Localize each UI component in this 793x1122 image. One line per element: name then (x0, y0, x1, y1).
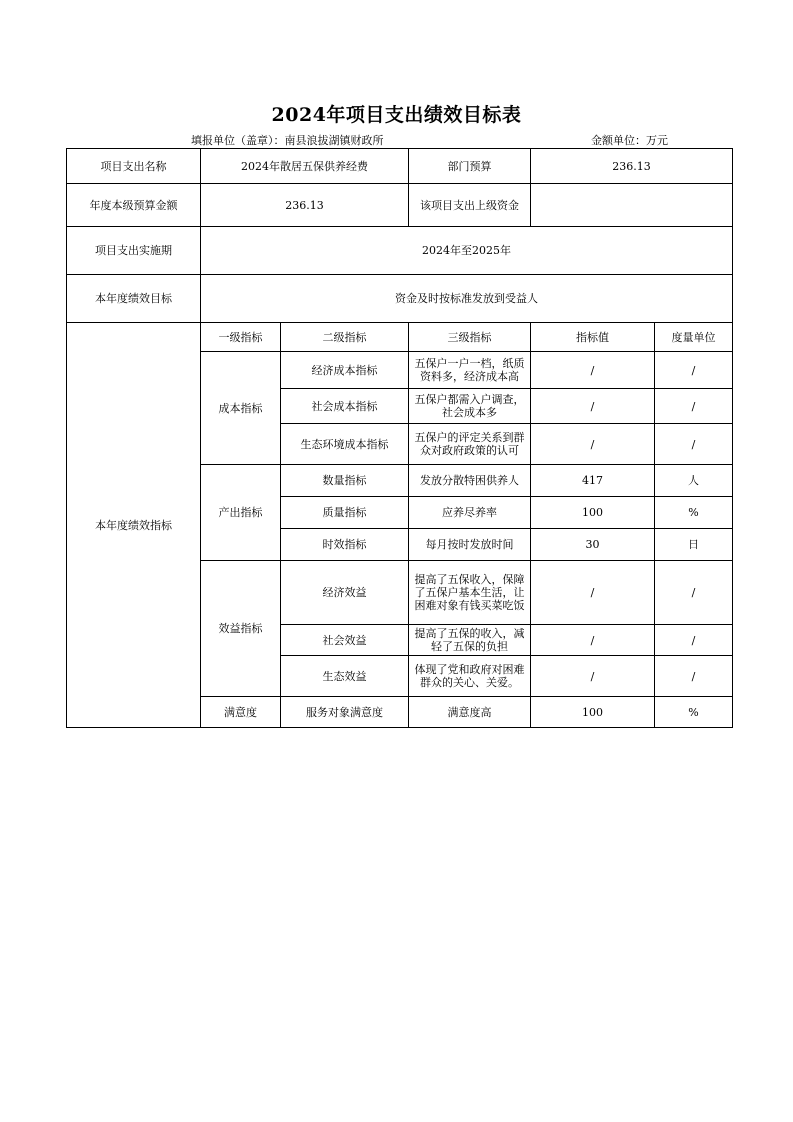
level2-indicator: 生态效益 (281, 656, 409, 697)
level2-indicator: 生态环境成本指标 (281, 424, 409, 465)
indicator-unit: 日 (655, 529, 733, 561)
indicators-section-label: 本年度绩效指标 (67, 323, 201, 728)
indicator-unit: / (655, 656, 733, 697)
indicator-value: 30 (531, 529, 655, 561)
indicator-unit: % (655, 697, 733, 728)
level1-indicator: 产出指标 (201, 465, 281, 561)
level3-indicator: 应养尽养率 (409, 497, 531, 529)
column-header: 度量单位 (655, 323, 733, 352)
level2-indicator: 社会效益 (281, 625, 409, 656)
indicator-unit: / (655, 625, 733, 656)
goal-label: 本年度绩效目标 (67, 275, 201, 323)
level3-indicator: 五保户都需入户调查，社会成本多 (409, 389, 531, 424)
indicator-value: 100 (531, 697, 655, 728)
indicator-value: / (531, 352, 655, 389)
indicator-unit: / (655, 389, 733, 424)
column-header: 二级指标 (281, 323, 409, 352)
column-header: 一级指标 (201, 323, 281, 352)
table-row (67, 227, 733, 275)
level2-indicator: 社会成本指标 (281, 389, 409, 424)
indicator-unit: / (655, 424, 733, 465)
level1-indicator: 满意度 (201, 697, 281, 728)
indicator-value: 100 (531, 497, 655, 529)
indicator-unit: % (655, 497, 733, 529)
indicator-value: / (531, 561, 655, 625)
superior-funds-value (531, 184, 733, 227)
level1-indicator: 成本指标 (201, 352, 281, 465)
annual-budget-label: 年度本级预算金额 (67, 184, 201, 227)
level1-indicator: 效益指标 (201, 561, 281, 697)
table-row (67, 275, 733, 323)
level3-indicator: 五保户一户一档，纸质资料多，经济成本高 (409, 352, 531, 389)
level2-indicator: 服务对象满意度 (281, 697, 409, 728)
dept-budget-value: 236.13 (531, 149, 733, 184)
level2-indicator: 时效指标 (281, 529, 409, 561)
project-name-value: 2024年散居五保供养经费 (201, 149, 409, 184)
project-name-label: 项目支出名称 (67, 149, 201, 184)
money-unit: 金额单位：万元 (591, 134, 668, 147)
indicator-unit: 人 (655, 465, 733, 497)
indicator-value: / (531, 424, 655, 465)
level2-indicator: 质量指标 (281, 497, 409, 529)
level3-indicator: 每月按时发放时间 (409, 529, 531, 561)
indicator-value: / (531, 656, 655, 697)
table-row (67, 149, 733, 184)
table-row (67, 184, 733, 227)
dept-budget-label: 部门预算 (409, 149, 531, 184)
indicator-value: 417 (531, 465, 655, 497)
indicator-value: / (531, 625, 655, 656)
level2-indicator: 经济效益 (281, 561, 409, 625)
fill-unit: 填报单位（盖章）：南县浪拔湖镇财政所 (191, 134, 384, 147)
column-header: 指标值 (531, 323, 655, 352)
superior-funds-label: 该项目支出上级资金 (409, 184, 531, 227)
level3-indicator: 提高了五保的收入，减轻了五保的负担 (409, 625, 531, 656)
column-header: 三级指标 (409, 323, 531, 352)
goal-value: 资金及时按标准发放到受益人 (201, 275, 733, 323)
indicator-unit: / (655, 352, 733, 389)
level3-indicator: 满意度高 (409, 697, 531, 728)
indicator-unit: / (655, 561, 733, 625)
page-title: 2024年项目支出绩效目标表 (271, 104, 522, 126)
period-label: 项目支出实施期 (67, 227, 201, 275)
level3-indicator: 发放分散特困供养人 (409, 465, 531, 497)
level2-indicator: 经济成本指标 (281, 352, 409, 389)
performance-goal-table (66, 148, 733, 728)
annual-budget-value: 236.13 (201, 184, 409, 227)
level3-indicator: 提高了五保收入，保障了五保户基本生活，让困难对象有钱买菜吃饭 (409, 561, 531, 625)
indicator-value: / (531, 389, 655, 424)
period-value: 2024年至2025年 (201, 227, 733, 275)
level3-indicator: 体现了党和政府对困难群众的关心、关爱。 (409, 656, 531, 697)
table-header-row (67, 323, 733, 352)
level2-indicator: 数量指标 (281, 465, 409, 497)
level3-indicator: 五保户的评定关系到群众对政府政策的认可 (409, 424, 531, 465)
